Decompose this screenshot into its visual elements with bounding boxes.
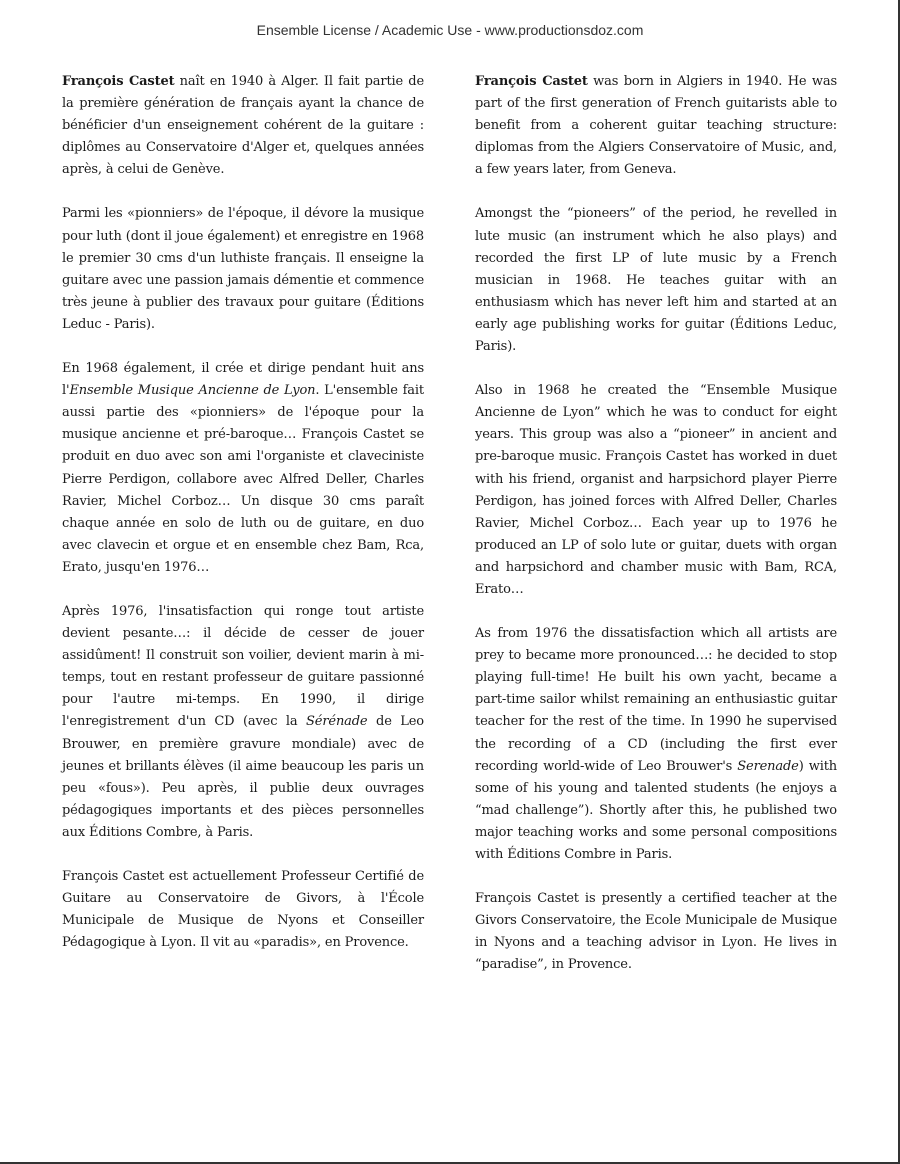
french-ensemble-title: Ensemble Musique Ancienne de Lyon xyxy=(69,383,316,399)
french-paragraph-4-rest: de Leo Brouwer, en première gravure mondiale) avec de jeunes et brillants élèves (il aime beaucoup les paris un peu «fous»). Peu après, il publie deux ouvrages pédagogiques importants et des pièces personnelles aux Éditions Combre, à Paris. xyxy=(62,714,424,840)
license-header: Ensemble License / Academic Use - www.productionsdoz.com xyxy=(256,22,644,38)
french-paragraph-4-start: Après 1976, l'insatisfaction qui ronge tout artiste devient pesante…: il décide de cesser de jouer assidûment! Il construit son voilier, devient marin à mi-temps, tout en restant professeur de guitare passionné pour l'autre mi-temps. En 1990, il dirige l'enregistrement d'un CD (avec la xyxy=(62,603,424,730)
french-paragraph-1 xyxy=(62,71,424,181)
french-paragraph-1-text: naît en 1940 à Alger. Il fait partie de la première génération de français ayant la chance de bénéficier d'un enseignement cohérent de la guitare : diplômes au Conservatoire d'Alger et, quelques années après, à celui de Genève. xyxy=(62,74,424,178)
french-paragraph-5: François Castet est actuellement Professeur Certifié de Guitare au Conservatoire de Givors, à l'École Municipale de Musique de Nyons et Conseiller Pédagogique à Lyon. Il vit au «paradis», en Provence. xyxy=(62,869,424,951)
english-serenade-title: Serenade xyxy=(737,758,799,774)
french-paragraph-3 xyxy=(62,358,424,579)
english-paragraph-2: Amongst the “pioneers” of the period, he revelled in lute music (an instrument which he also plays) and recorded the first LP of lute music by a French musician in 1968. He teaches guitar with an enthusiasm which has never left him and started at an early age publishing works for guitar (Éditions Leduc, Paris). xyxy=(475,206,837,355)
english-paragraph-3: Also in 1968 he created the “Ensemble Musique Ancienne de Lyon” which he was to conduct for eight years. This group was also a “pioneer” in ancient and pre-baroque music. François Castet has worked in duet with his friend, organist and harpsichord player Pierre Perdigon, has joined forces with Alfred Deller, Charles Ravier, Michel Corboz… Each year up to 1976 he produced an LP of solo lute or guitar, duets with organ and harpsichord and chamber music with Bam, RCA, Erato… xyxy=(475,383,837,597)
french-paragraph-4 xyxy=(62,601,424,844)
english-paragraph-5: François Castet is presently a certified teacher at the Givors Conservatoire, the Ecole Municipale de Musique in Nyons and a teaching advisor in Lyon. He lives in “paradise”, in Provence. xyxy=(475,891,837,973)
french-column xyxy=(62,71,424,976)
french-paragraph-3-rest: . L'ensemble fait aussi partie des «pionniers» de l'époque pour la musique ancienne et pré-baroque… François Castet se produit en duo avec son ami l'organiste et claveciniste Pierre Perdigon, collabore avec Alfred Deller, Charles Ravier, Michel Corboz… Un disque 30 cms paraît chaque année en solo de luth ou de guitare, en duo avec clavecin et orgue et en ensemble chez Bam, Rca, Erato, jusqu'en 1976… xyxy=(62,383,424,575)
english-paragraph-1 xyxy=(475,71,837,181)
french-bio-name: François Castet xyxy=(62,74,175,89)
english-paragraph-4 xyxy=(475,623,837,866)
french-paragraph-3-start: En 1968 également, il crée et dirige pendant huit ans l' xyxy=(62,361,424,399)
french-paragraph-2: Parmi les «pionniers» de l'époque, il dévore la musique pour luth (dont il joue également) et enregistre en 1968 le premier 30 cms d'un luthiste français. Il enseigne la guitare avec une passion jamais démentie et commence très jeune à publier des travaux pour guitare (Éditions Leduc - Paris). xyxy=(62,206,424,332)
english-bio-name: François Castet xyxy=(475,74,588,89)
french-serenade-title: Sérénade xyxy=(306,714,368,730)
english-paragraph-1-text: was born in Algiers in 1940. He was part of the first generation of French guitarists able to benefit from a coherent guitar teaching structure: diplomas from the Algiers Conservatoire of Music, and, a few years later, from Geneva. xyxy=(475,74,837,178)
english-column xyxy=(475,71,837,998)
english-paragraph-4-start: As from 1976 the dissatisfaction which all artists are prey to became more pronounced…: he decided to stop playing full-time! He built his own yacht, became a part-time sailor whilst remaining an enthusiastic guitar teacher for the rest of the time. In 1990 he supervised the recording of a CD (including the first ever recording world-wide of Leo Brouwer's xyxy=(475,626,837,774)
english-paragraph-4-rest: ) with some of his young and talented students (he enjoys a “mad challenge”). Shortly after this, he published two major teaching works and some personal compositions with Éditions Combre in Paris. xyxy=(475,758,838,862)
